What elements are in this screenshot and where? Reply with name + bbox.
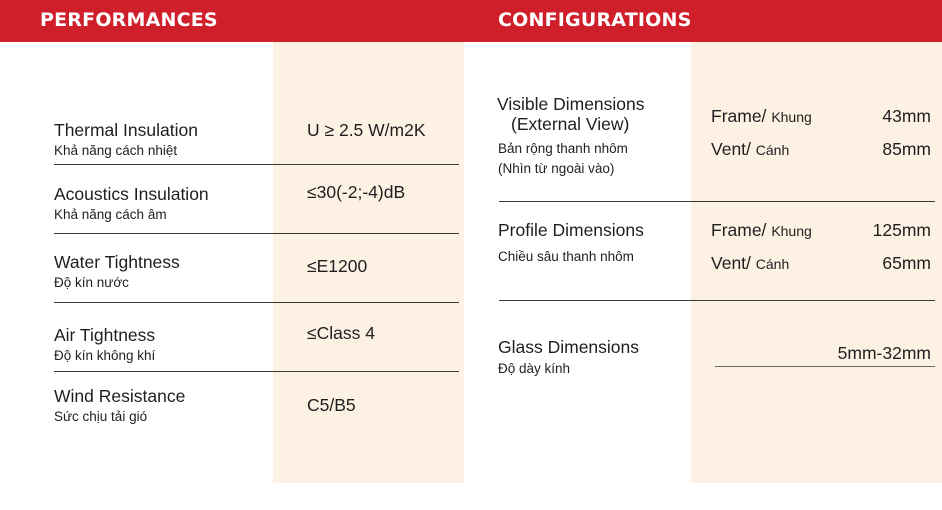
row-label: Water Tightness	[54, 252, 180, 272]
row-value: U ≥ 2.5 W/m2K	[307, 120, 426, 140]
row-label: Acoustics Insulation	[54, 184, 209, 204]
frame-sublabel: Khung	[771, 109, 812, 125]
config-label: Profile Dimensions	[498, 220, 644, 240]
config-sublabel: Chiều sâu thanh nhôm	[498, 249, 634, 264]
vent-sublabel: Cánh	[755, 142, 790, 158]
frame-label-text: Frame/	[711, 106, 767, 126]
glass-value: 5mm-32mm	[837, 343, 931, 363]
vent-label-text: Vent/	[711, 139, 751, 159]
frame-value: 125mm	[872, 220, 931, 240]
row-value: ≤30(-2;-4)dB	[307, 182, 406, 202]
row-sublabel: Độ kín nước	[54, 275, 129, 290]
frame-label	[711, 106, 812, 127]
config-divider	[499, 201, 935, 202]
vent-value: 85mm	[882, 139, 931, 159]
row-label: Thermal Insulation	[54, 120, 198, 140]
row-divider	[54, 164, 459, 165]
config-sublabel: Bản rộng thanh nhôm	[498, 141, 628, 156]
frame-label-text: Frame/	[711, 220, 767, 240]
config-divider	[499, 300, 935, 301]
row-label: Air Tightness	[54, 325, 156, 345]
row-value: ≤E1200	[307, 256, 368, 276]
row-sublabel: Khả năng cách âm	[54, 207, 167, 222]
frame-value: 43mm	[882, 106, 931, 126]
config-label-line2: (External View)	[511, 114, 630, 134]
glass-underline	[715, 366, 935, 367]
frame-sublabel: Khung	[771, 223, 812, 239]
performances-title: PERFORMANCES	[40, 9, 218, 31]
config-sublabel: Độ dày kính	[498, 361, 571, 376]
row-sublabel: Độ kín không khí	[54, 348, 156, 363]
config-label: Visible Dimensions	[497, 94, 645, 114]
vent-label-text: Vent/	[711, 253, 751, 273]
frame-label	[711, 220, 812, 241]
performances-value-column	[273, 42, 464, 483]
row-value: ≤Class 4	[307, 323, 375, 343]
row-divider	[54, 302, 459, 303]
vent-label	[711, 253, 789, 274]
row-divider	[54, 371, 459, 372]
row-sublabel: Khả năng cách nhiệt	[54, 143, 178, 158]
vent-label	[711, 139, 789, 160]
configurations-title: CONFIGURATIONS	[498, 9, 692, 31]
config-label: Glass Dimensions	[498, 337, 640, 357]
config-sublabel-line2: (Nhìn từ ngoài vào)	[498, 161, 615, 176]
row-value: C5/B5	[307, 395, 356, 415]
row-sublabel: Sức chịu tải gió	[54, 409, 148, 424]
row-label: Wind Resistance	[54, 386, 186, 406]
vent-sublabel: Cánh	[755, 256, 790, 272]
row-divider	[54, 233, 459, 234]
vent-value: 65mm	[882, 253, 931, 273]
